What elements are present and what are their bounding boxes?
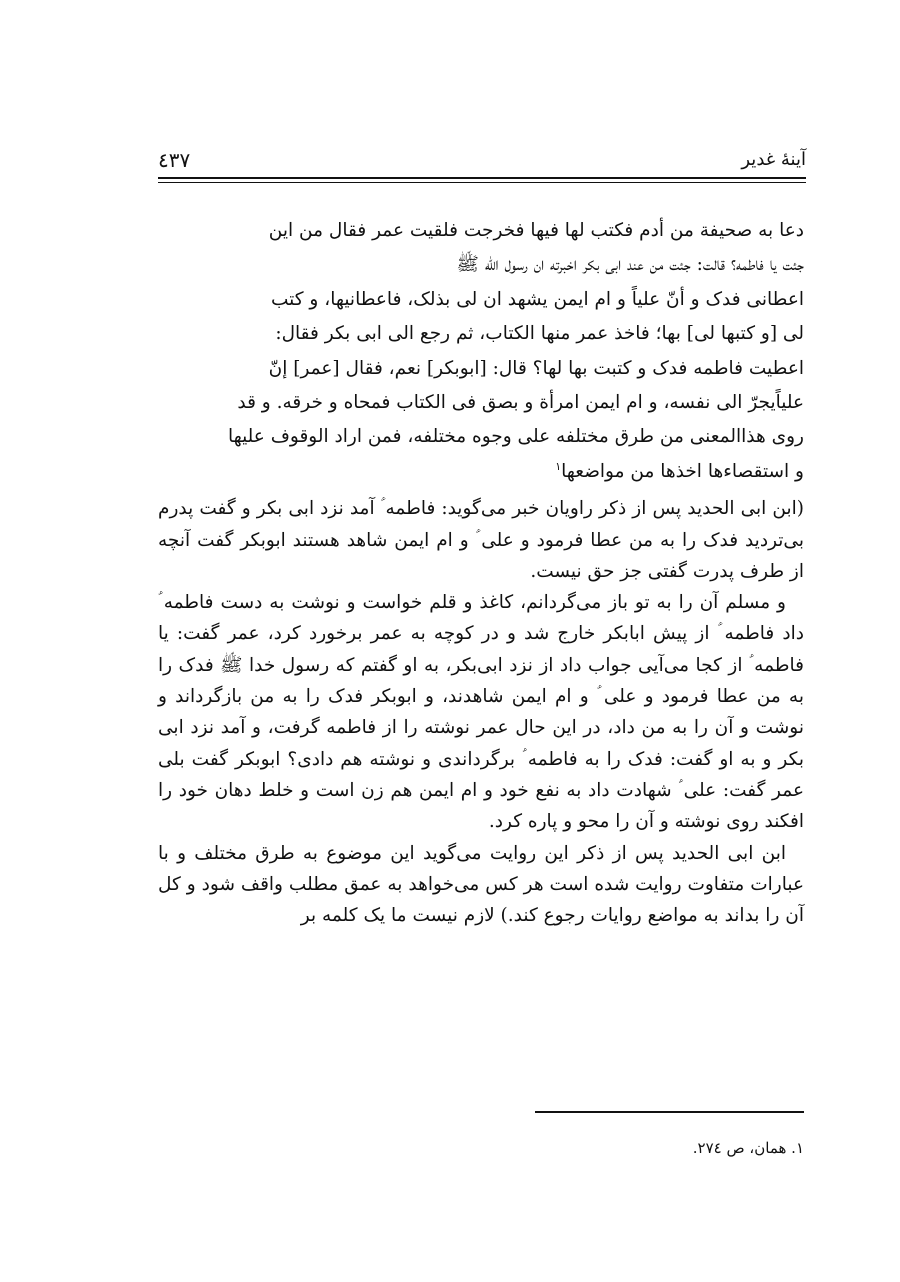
footnote: ١. همان، ص ٢٧٤.: [692, 1139, 804, 1157]
footnote-separator: [535, 1111, 804, 1113]
main-text: [158, 214, 804, 931]
paragraph: ابن ابی الحدید پس از ذکر این روایت می‌گوید این موضوع به طرق مختلف و با عبارات متفاوت روایت شده است هر کس می‌خواهد به عمق مطلب واقف شود و کل آن را بداند به مواضع روایات رجوع کند.) لازم نیست ما یک کلمه بر: [158, 842, 804, 927]
header-rule-thin: [158, 182, 806, 183]
arabic-line-text: و استقصاءها اخذها من مواضعها: [561, 460, 804, 482]
running-title: آینهٔ غدیر: [741, 149, 806, 170]
arabic-line: اعطانی فدک و أنّ علیاً و ام ایمن یشهد ان لی بذلک، فاعطانیها، و کتب: [270, 288, 804, 310]
arabic-line: روی هذاالمعنی من طرق مختلفه علی وجوه مختلفه، فمن اراد الوقوف علیها: [227, 426, 804, 448]
running-header: [158, 146, 806, 176]
arabic-line: جئت یا فاطمه؟ قالت: جئت من عند ابی بکر اخبرته ان رسول الله ﷺ: [456, 254, 804, 276]
persian-translation: [158, 493, 804, 931]
footnote-marker: ١: [555, 459, 562, 473]
arabic-line: لی [و کتبها لی] بها؛ فاخذ عمر منها الکتاب، ثم رجع الی ابی بکر فقال:: [275, 323, 804, 345]
page-number: ٤٣٧: [158, 148, 191, 172]
header-rule: [158, 177, 806, 179]
arabic-quotation: [158, 214, 804, 489]
paragraph: (ابن ابی الحدید پس از ذکر راویان خبر می‌گوید: فاطمه ؑ آمد نزد ابی بکر و گفت پدرم بی‌تردید فدک را به من عطا فرمود و علی ؑ و ام ایمن شاهد هستند ابوبکر گفت آنچه از طرف پدرت گفتی جز حق نیست.: [158, 498, 804, 582]
arabic-line: اعطیت فاطمه فدک و کتبت بها لها؟ قال: [ابوبکر] نعم، فقال [عمر] إنّ: [268, 357, 804, 379]
arabic-line: علیاًیجرّ الی نفسه، و ام ایمن امرأة و بصق فی الکتاب فمحاه و خرقه. و قد: [237, 392, 804, 414]
paragraph: و مسلم آن را به تو باز می‌گردانم، کاغذ و قلم خواست و نوشت به دست فاطمه ؑ داد فاطمه ؑ از پیش ابابکر خارج شد و در کوچه به عمر برخورد کرد، عمر گفت: یا فاطمه ؑ از کجا می‌آیی جواب داد از نزد ابی‌بکر، به او گفتم که رسول خدا ﷺ فدک را به من عطا فرمود و علی ؑ و ام ایمن شاهدند، و ابوبکر فدک را به من بازگرداند و نوشت و آن را به من داد، در این حال عمر نوشته را از فاطمه گرفت، و آمد نزد ابی بکر و به او گفت: فدک را به فاطمه ؑ برگرداندی و نوشته هم دادی؟ ابوبکر گفت بلی عمر گفت: علی ؑ شهادت داد به نفع خود و ام ایمن هم زن است و خلط دهان خود را افکند روی نوشته و آن را محو و پاره کرد.: [158, 592, 804, 833]
arabic-line-last: [158, 455, 804, 489]
arabic-line: دعا به صحیفة من أدم فکتب لها فیها فخرجت فلقیت عمر فقال من این: [268, 220, 804, 241]
